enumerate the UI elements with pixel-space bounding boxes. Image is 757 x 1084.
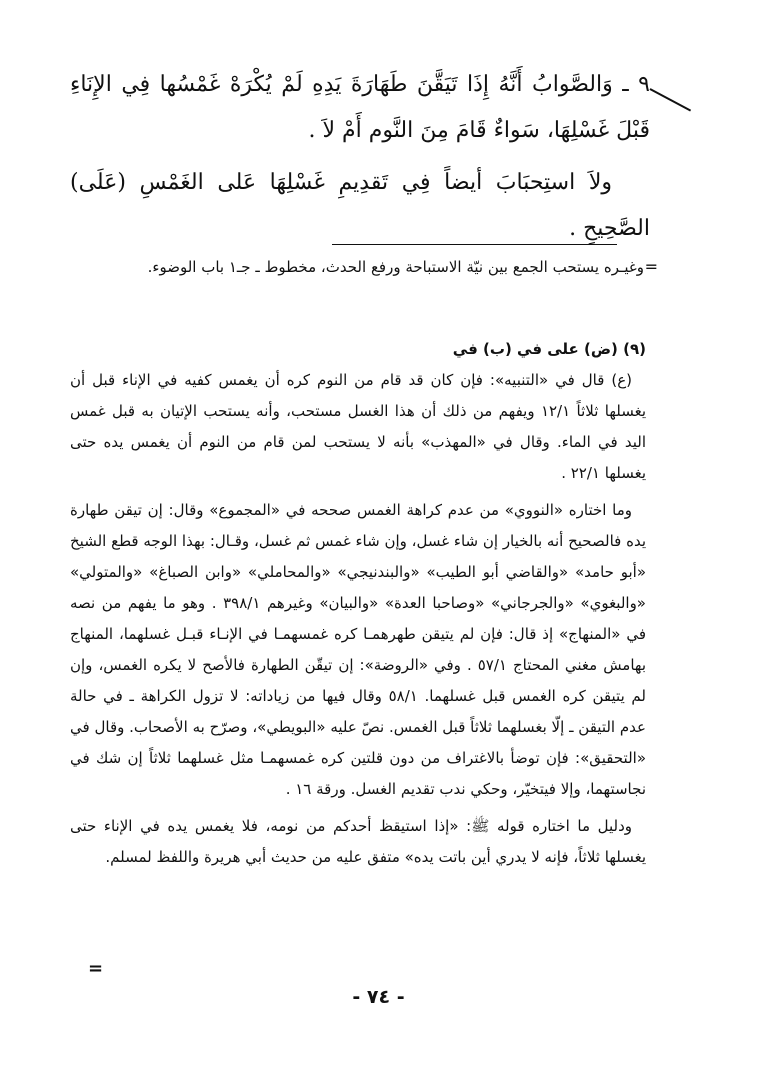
main-text	[70, 62, 650, 252]
footnote-paragraph: (ع) قال في «التنبيه»: فإن كان قد قام من النوم كره أن يغمس كفيه في الإناء قبل أن يغسلها ثلاثاً ١٢/١ ويفهم من ذلك أن هذا الغسل مستحب، وأنه يستحب الإتيان به قبل غمس اليد في الماء. وقال في «المهذب» بأنه لا يستحب لمن قام من النوم أن يغمس يده حتى يغسلها ٢٢/١ .	[70, 371, 646, 482]
footnote-paragraph: وما اختاره «النووي» من عدم كراهة الغمس صححه في «المجموع» وقال: إن تيقن طهارة يده فالصحيح أنه بالخيار إن شاء غسل، وإن شاء غمس ثم غسل، وقـال: بهذا الوجه قطع الشيخ «أبو حامد» «والقاضي أبو الطيب» «والبندنيجي» «والمحاملي» «وابن الصباغ» «والمتولي» «والبغوي» «والجرجاني» «وصاحبا العدة» «والبيان» وغيرهم ٣٩٨/١ . وهو ما يفهم من نصه في «المنهاج» إذ قال: فإن لم يتيقن طهرهمـا كره غمسهمـا في الإنـاء قبـل غسلهما، المنهاج بهامش مغني المحتاج ٥٧/١ . وفي «الروضة»: إن تيقّن الطهارة فالأصح لا يكره الغمس، وإن لم يتيقن كره الغمس قبل غسلهما. ٥٨/١ وقال فيها من زياداته: لا تزول الكراهة ـ في حالة عدم التيقن ـ إلّا بغسلهما ثلاثاً قبل الغمس. نصّ عليه «البويطي»، وصرّح به الأصحاب. وقال في «التحقيق»: فإن توضأ بالاغتراف من دون قلتين كره غمسهمـا مثل غسلهما ثلاثاً إن شك في نجاستهما، وإلا فيتخيّر، وحكي ندب تقديم الغسل. ورقة ١٦ .	[70, 501, 647, 798]
main-paragraph-2: ولاَ استِحبَابَ أيضاً فِي تَقدِيمِ غَسْلِهَا عَلى الغَمْسِ (عَلَى) الصَّحِيحِ .	[70, 170, 650, 241]
margin-tick-mark	[650, 88, 692, 111]
end-continuation-mark: =	[88, 958, 104, 979]
main-paragraph-1: ٩ ـ وَالصَّوابُ أَنَّهُ إِذَا تَيَقَّنَ طَهَارَةَ يَدِهِ لَمْ يُكْرَهْ غَمْسُها فِي الإِنَاءِ قَبْلَ غَسْلِهَا، سَواءٌ قَامَ مِنَ النَّوم أَمْ لاَ .	[70, 72, 650, 143]
continued-note-text: وغيـره يستحب الجمع بين نيّة الاستباحة ورفع الحدث، مخطوط ـ جـ١ باب الوضوء.	[147, 258, 644, 276]
page-number: - ٧٤ -	[352, 986, 405, 1008]
footnote-paragraph: ودليل ما اختاره قوله ﷺ: «إذا استيقظ أحدكم من نومه، فلا يغمس يده في الإناء حتى يغسلها ثلاثاً، فإنه لا يدري أين باتت يده» متفق عليه من حديث أبي هريرة واللفظ لمسلم.	[70, 817, 646, 866]
footnote-separator	[332, 244, 617, 245]
continuation-mark: =	[644, 257, 658, 276]
footnote-heading: (٩) (ض) على في (ب) في	[452, 340, 646, 358]
footnotes	[70, 334, 646, 873]
continued-note	[72, 252, 658, 282]
